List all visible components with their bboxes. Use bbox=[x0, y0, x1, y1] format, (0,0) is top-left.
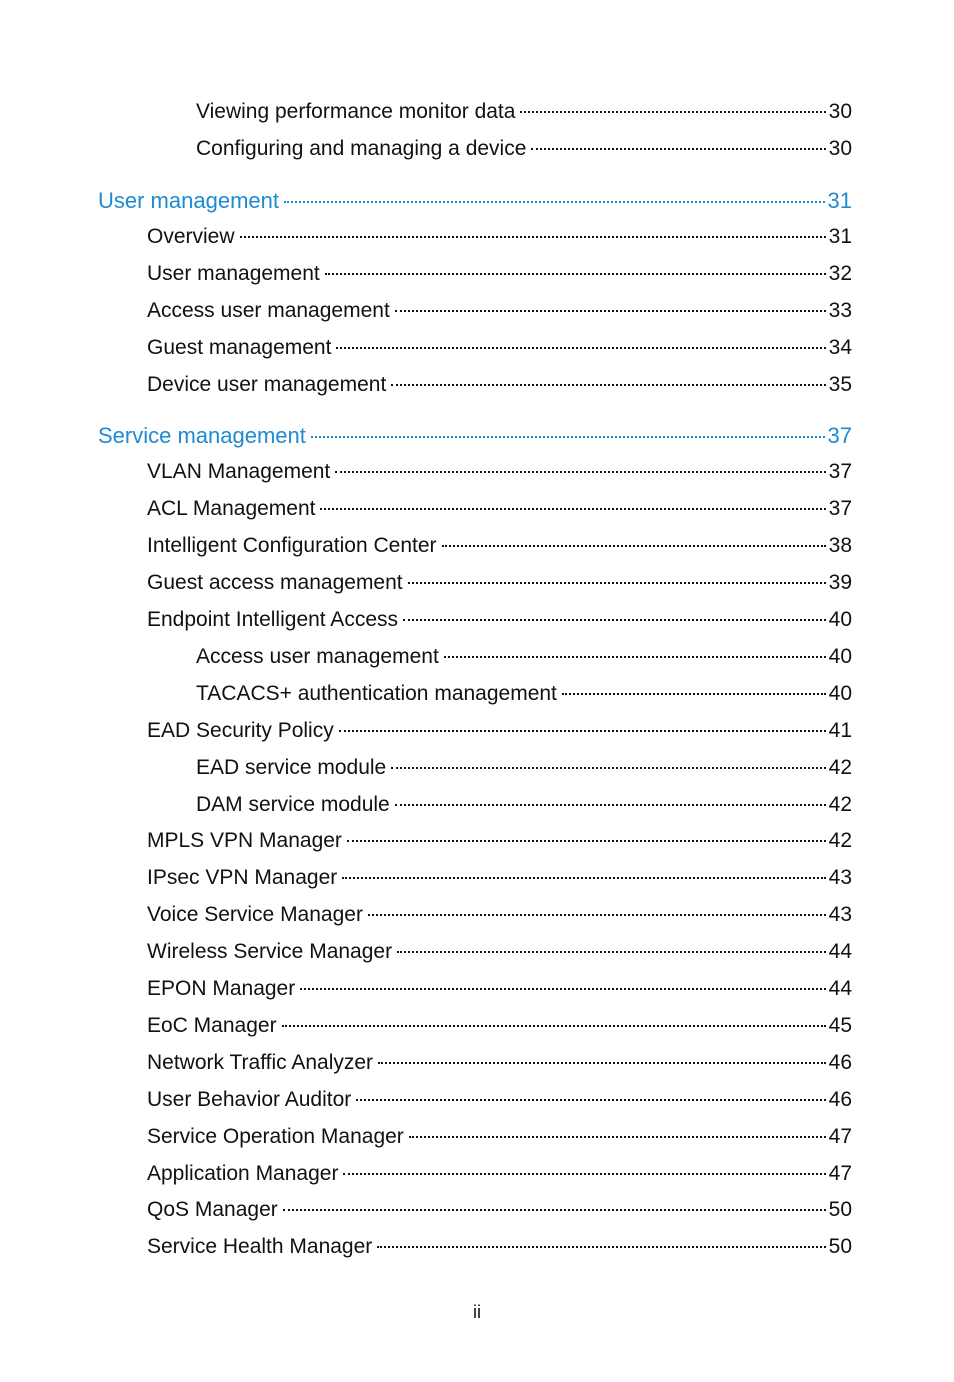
toc-entry-title: MPLS VPN Manager bbox=[147, 829, 342, 852]
toc-entry-page: 42 bbox=[828, 829, 852, 852]
toc-entry-page: 45 bbox=[828, 1014, 852, 1037]
dot-leader bbox=[377, 1246, 825, 1248]
dot-leader bbox=[368, 914, 826, 916]
toc-entry-page: 42 bbox=[828, 793, 852, 816]
toc-entry-page: 40 bbox=[828, 645, 852, 668]
toc-entry-page: 41 bbox=[828, 719, 852, 742]
dot-leader bbox=[531, 148, 825, 150]
toc-entry-page: 46 bbox=[828, 1051, 852, 1074]
toc-entry-page: 40 bbox=[828, 608, 852, 631]
toc-entry-link[interactable] bbox=[196, 793, 852, 817]
toc-entry-link[interactable] bbox=[147, 977, 852, 1001]
dot-leader bbox=[282, 1025, 826, 1027]
dot-leader bbox=[336, 347, 825, 349]
toc-entry-title: Intelligent Configuration Center bbox=[147, 534, 437, 557]
toc-entry-title: Application Manager bbox=[147, 1162, 339, 1185]
toc-entry-title: Service Operation Manager bbox=[147, 1125, 404, 1148]
toc-entry-title: Voice Service Manager bbox=[147, 903, 363, 926]
toc-entry-page: 37 bbox=[828, 460, 852, 483]
toc-entry-link[interactable] bbox=[147, 299, 852, 323]
dot-leader bbox=[343, 1173, 825, 1175]
dot-leader bbox=[395, 804, 826, 806]
toc-entry-page: 34 bbox=[828, 336, 852, 359]
page-number: ii bbox=[473, 1302, 481, 1322]
toc-entry-link[interactable] bbox=[147, 571, 852, 595]
dot-leader bbox=[444, 656, 826, 658]
dot-leader bbox=[342, 877, 825, 879]
toc-entry-link[interactable] bbox=[147, 903, 852, 927]
toc-entry-title: Endpoint Intelligent Access bbox=[147, 608, 398, 631]
dot-leader bbox=[300, 988, 825, 990]
toc-entry-title: Configuring and managing a device bbox=[196, 137, 527, 160]
toc-entry-link[interactable] bbox=[147, 719, 852, 743]
toc-entry-title: Device user management bbox=[147, 373, 387, 396]
dot-leader bbox=[391, 384, 825, 386]
toc-entry-link[interactable] bbox=[147, 373, 852, 397]
toc-entry-title: Access user management bbox=[147, 299, 390, 322]
toc-entry-page: 50 bbox=[828, 1235, 852, 1258]
toc-entry-title: User Behavior Auditor bbox=[147, 1088, 352, 1111]
toc-entry-page: 35 bbox=[828, 373, 852, 396]
toc-entry-link[interactable] bbox=[147, 262, 852, 286]
toc-entry-page: 37 bbox=[828, 497, 852, 520]
dot-leader bbox=[378, 1062, 826, 1064]
toc-entry-page: 32 bbox=[828, 262, 852, 285]
toc-entry-page: 39 bbox=[828, 571, 852, 594]
dot-leader bbox=[320, 508, 825, 510]
toc-entry-link[interactable] bbox=[147, 336, 852, 360]
dot-leader bbox=[442, 545, 826, 547]
toc-entry-link[interactable] bbox=[147, 608, 852, 632]
toc-entry-page: 30 bbox=[828, 137, 852, 160]
toc-entry-link[interactable] bbox=[147, 1162, 852, 1186]
toc-entry-page: 44 bbox=[828, 940, 852, 963]
toc-entry-link[interactable] bbox=[147, 534, 852, 558]
toc-entry-link[interactable] bbox=[147, 1014, 852, 1038]
toc-entry-title: Network Traffic Analyzer bbox=[147, 1051, 374, 1074]
toc-entry-title: Wireless Service Manager bbox=[147, 940, 393, 963]
toc-entry-page: 44 bbox=[828, 977, 852, 1000]
toc-entry-link[interactable] bbox=[147, 866, 852, 890]
toc-entry-title: Access user management bbox=[196, 645, 439, 668]
toc-entry-page: 38 bbox=[828, 534, 852, 557]
dot-leader bbox=[339, 730, 826, 732]
toc-entry-page: 43 bbox=[828, 866, 852, 889]
dot-leader bbox=[311, 436, 825, 438]
dot-leader bbox=[397, 951, 826, 953]
toc-entry-link[interactable] bbox=[147, 1051, 852, 1075]
toc-entry-title: IPsec VPN Manager bbox=[147, 866, 338, 889]
toc-entry-title: Overview bbox=[147, 225, 235, 248]
toc-entry-title: Viewing performance monitor data bbox=[196, 100, 516, 123]
toc-entry-link[interactable] bbox=[147, 940, 852, 964]
dot-leader bbox=[562, 693, 826, 695]
toc-entry-link[interactable] bbox=[147, 1198, 852, 1222]
toc-entry-title: EAD service module bbox=[196, 756, 387, 779]
dot-leader bbox=[335, 471, 825, 473]
toc-entry-page: 47 bbox=[828, 1162, 852, 1185]
toc-entry-title: DAM service module bbox=[196, 793, 390, 816]
toc-entry-link[interactable] bbox=[147, 829, 852, 853]
toc-entry-page: 40 bbox=[828, 682, 852, 705]
toc-entry-page: 42 bbox=[828, 756, 852, 779]
toc-entry-page: 30 bbox=[828, 100, 852, 123]
toc-entry-page: 46 bbox=[828, 1088, 852, 1111]
toc-entry-title: Service Health Manager bbox=[147, 1235, 373, 1258]
toc-entry-title: Guest access management bbox=[147, 571, 403, 594]
toc-entry-title: User management bbox=[147, 262, 320, 285]
toc-entry-link[interactable] bbox=[147, 497, 852, 521]
dot-leader bbox=[325, 273, 826, 275]
dot-leader bbox=[520, 111, 825, 113]
dot-leader bbox=[284, 201, 825, 203]
toc-section-link[interactable] bbox=[98, 423, 852, 449]
toc-entry-link[interactable] bbox=[147, 1125, 852, 1149]
toc-entry-title: VLAN Management bbox=[147, 460, 331, 483]
dot-leader bbox=[409, 1136, 826, 1138]
toc-entry-page: 47 bbox=[828, 1125, 852, 1148]
toc-entry-title: Guest management bbox=[147, 336, 332, 359]
toc-entry-page: 31 bbox=[827, 188, 852, 213]
dot-leader bbox=[356, 1099, 825, 1101]
toc-entry-page: 43 bbox=[828, 903, 852, 926]
toc-entry-title: TACACS+ authentication management bbox=[196, 682, 557, 705]
dot-leader bbox=[283, 1209, 826, 1211]
dot-leader bbox=[391, 767, 825, 769]
dot-leader bbox=[395, 310, 826, 312]
toc-entry-link[interactable] bbox=[147, 225, 852, 249]
dot-leader bbox=[403, 619, 826, 621]
toc-entry-link[interactable] bbox=[147, 1235, 852, 1259]
dot-leader bbox=[347, 840, 826, 842]
dot-leader bbox=[240, 236, 826, 238]
toc-entry-page: 31 bbox=[828, 225, 852, 248]
toc-entry-title: ACL Management bbox=[147, 497, 316, 520]
toc-entry-page: 50 bbox=[828, 1198, 852, 1221]
toc-entry-title: Service management bbox=[98, 423, 306, 448]
toc-entry-title: EoC Manager bbox=[147, 1014, 277, 1037]
toc-entry-page: 33 bbox=[828, 299, 852, 322]
toc-entry-link[interactable] bbox=[196, 682, 852, 706]
toc-entry-link[interactable] bbox=[196, 756, 852, 780]
toc-entry-link[interactable] bbox=[147, 460, 852, 484]
toc-entry-link[interactable] bbox=[196, 100, 852, 124]
toc-entry-title: EPON Manager bbox=[147, 977, 296, 1000]
toc-entry-page: 37 bbox=[827, 423, 852, 448]
toc-entry-link[interactable] bbox=[147, 1088, 852, 1112]
toc-entry-title: User management bbox=[98, 188, 279, 213]
toc-section-link[interactable] bbox=[98, 188, 852, 214]
dot-leader bbox=[408, 582, 826, 584]
toc-entry-title: EAD Security Policy bbox=[147, 719, 334, 742]
toc-entry-link[interactable] bbox=[196, 645, 852, 669]
toc-entry-link[interactable] bbox=[196, 137, 852, 161]
toc-entry-title: QoS Manager bbox=[147, 1198, 278, 1221]
